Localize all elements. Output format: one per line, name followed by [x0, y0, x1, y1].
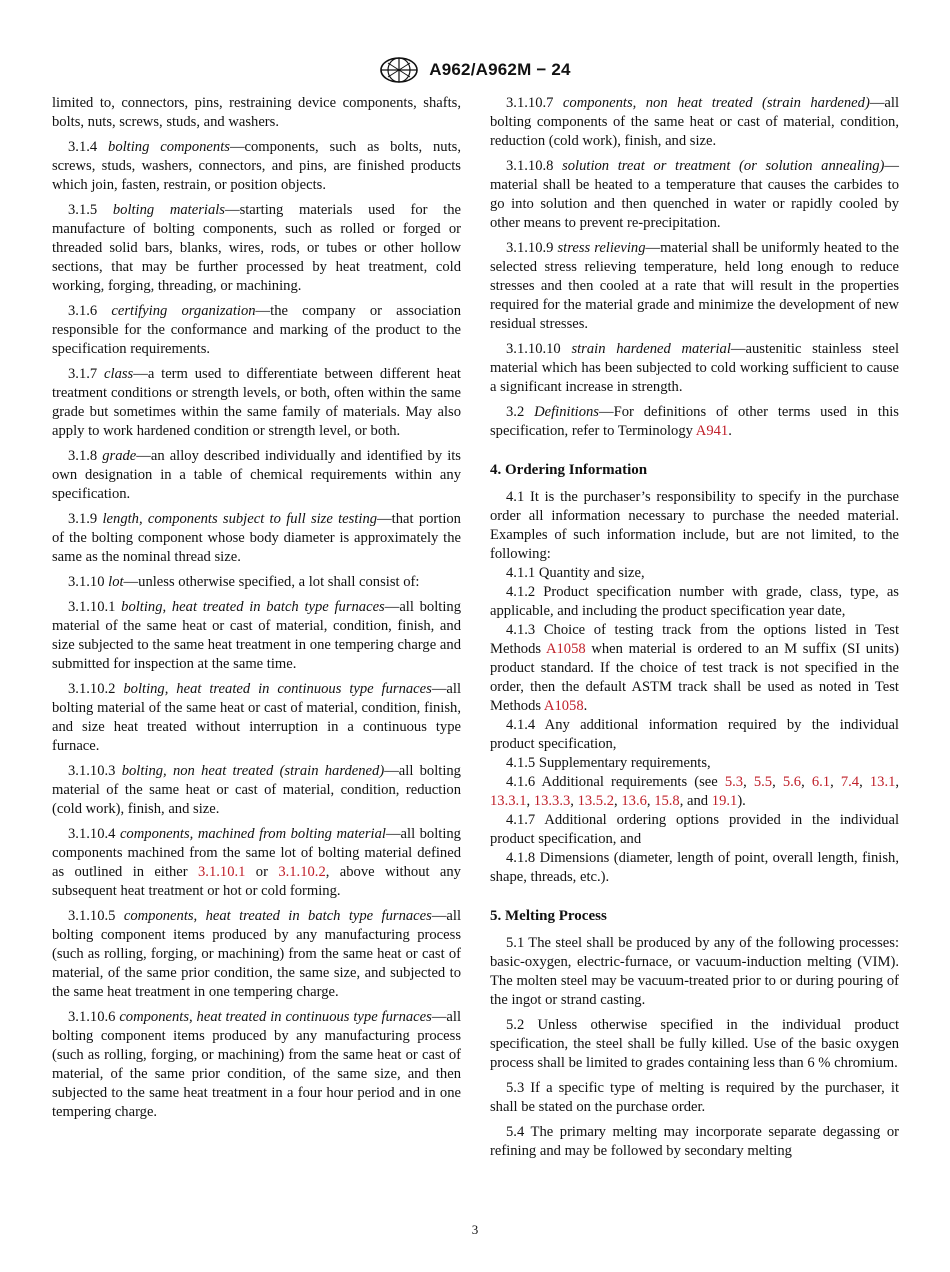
definition-text: —all bolting component items produced by any manufacturing process (such as rolling, forging, or machining) from the same heat or cast of material, of the same prior condition, the same size, and subjected to the same heat treatment in one tempering charge.: [52, 908, 462, 1000]
definition-r2: [490, 239, 899, 334]
clause-number: 3.1.10: [68, 574, 105, 590]
clause-number: 3.1.7: [68, 366, 98, 382]
definition-r4: 3.2 Definitions—For definitions of other terms used in this specification, refer to Terminology A941.: [490, 404, 899, 439]
definition-r0: [490, 94, 899, 151]
page-number: 3: [471, 1222, 479, 1237]
defined-term: components, machined from bolting material: [119, 826, 386, 842]
clause-number: 3.1.10.6: [68, 1009, 116, 1025]
definition-text: —austenitic stainless steel material which has been subjected to cold working sufficient to cause a significant increase in strength.: [490, 341, 900, 395]
item-4-1-2: 4.1.2 Product specification number with grade, class, type, as applicable, and including the product specification year date,: [490, 584, 899, 619]
ref-link[interactable]: 13.1: [869, 774, 896, 790]
clause-number: 3.1.5: [68, 202, 98, 218]
definition-text: —all bolting components of the same heat or cast of material, condition, reduction (cold work), finish, and size.: [490, 95, 899, 149]
ref-link[interactable]: 5.5: [753, 774, 773, 790]
item-4-1-4: 4.1.4 Any additional information required by the individual product specification,: [490, 717, 899, 752]
ref-link-A1058[interactable]: A1058: [545, 641, 586, 657]
ref-link[interactable]: 5.3: [724, 774, 744, 790]
defined-term: components, non heat treated (strain hardened): [562, 95, 870, 111]
defined-term: stress relieving: [557, 240, 646, 256]
defined-term: bolting, heat treated in continuous type furnaces: [123, 681, 432, 697]
standard-designation: A962/A962M − 24: [429, 60, 571, 79]
ref-link[interactable]: 13.5.2: [577, 793, 615, 809]
clause-number: 3.1.10.3: [68, 763, 116, 779]
defined-term: bolting, non heat treated (strain hardened): [121, 763, 385, 779]
clause-number: 3.1.10.7: [506, 95, 554, 111]
ref-link[interactable]: 13.3.3: [533, 793, 571, 809]
defined-term: certifying organization: [111, 303, 256, 319]
definition-text: —For definitions of other terms used in this specification, refer to Terminology: [490, 404, 899, 439]
definition-text: —all bolting components machined from the same lot of bolting material defined as outlined in either: [52, 826, 461, 880]
definition-text: —unless otherwise specified, a lot shall consist of:: [123, 574, 420, 590]
definition-2: [52, 201, 461, 296]
defined-term: bolting materials: [112, 202, 225, 218]
left-column: [52, 94, 461, 1128]
item-4-1-3: 4.1.3 Choice of testing track from the options listed in Test Methods A1058 when material is ordered to an M suffix (SI units) product standard. If the choice of test track is not specified in the order, then the default ASTM track shall be used as noted in Test Methods A1058.: [490, 622, 899, 714]
paragraph-5-4: 5.4 The primary melting may incorporate separate degassing or refining and may be followed by secondary melting: [490, 1124, 899, 1159]
ref-link[interactable]: 13.3.1: [490, 793, 527, 809]
item-4-1-6: 4.1.6 Additional requirements (see 5.3, 5.5, 5.6, 6.1, 7.4, 13.1, 13.3.1, 13.3.3, 13.5.2, 13.6, 15.8, and 19.1).: [490, 774, 900, 809]
definition-8: [52, 598, 461, 674]
paragraph-4-1: 4.1 It is the purchaser’s responsibility to specify in the purchase order all information necessary to purchase the needed material. Examples of such information include, but are not limited, to the following:: [490, 489, 899, 562]
defined-term: length, components subject to full size testing: [102, 511, 378, 527]
clause-number: 3.1.10.10: [506, 341, 561, 357]
definition-text: —starting materials used for the manufacture of bolting components, such as rolled or forged or threaded solid bars, blanks, wires, rods, or tubes or other hollow sections, that may be further processed by heat treatment, cold working, forging, threading, or machining.: [52, 202, 462, 294]
clause-number: 3.1.10.2: [68, 681, 116, 697]
definition-text: —all bolting material of the same heat or cast of material, condition, finish, and size subjected to the same heat treatment in one tempering charge and submitted for inspection at the same time.: [52, 599, 461, 672]
ref-link[interactable]: 13.6: [621, 793, 647, 809]
clause-number: 3.1.6: [68, 303, 98, 319]
right-column: [490, 94, 899, 1167]
defined-term: grade: [102, 448, 137, 464]
page-header: [0, 56, 950, 84]
section-heading-ordering: 4. Ordering Information: [490, 462, 648, 478]
defined-term: class: [104, 366, 134, 382]
item-4-1-8: 4.1.8 Dimensions (diameter, length of point, overall length, finish, shape, threads, etc.).: [490, 850, 899, 885]
definition-0: limited to, connectors, pins, restraining device components, shafts, bolts, nuts, screws, studs, and washers.: [52, 95, 461, 130]
definition-5: [52, 447, 461, 504]
clause-number: 3.1.10.8: [506, 158, 554, 174]
definitions-continued: [490, 94, 899, 441]
clause-number: 3.2: [506, 404, 525, 420]
ref-link[interactable]: 5.6: [782, 774, 802, 790]
defined-term: Definitions: [534, 404, 599, 420]
defined-term: components, heat treated in batch type furnaces: [123, 908, 432, 924]
ref-link[interactable]: 3.1.10.1: [198, 864, 246, 880]
defined-term: strain hardened material: [571, 341, 731, 357]
item-4-1-5: 4.1.5 Supplementary requirements,: [506, 755, 711, 771]
clause-number: 3.1.10.1: [68, 599, 116, 615]
ref-link-A1058[interactable]: A1058: [543, 698, 584, 714]
definition-r3: [490, 340, 899, 397]
definition-text: —an alloy described individually and identified by its own designation in a table of chemical requirements within any specification.: [52, 448, 461, 502]
definition-9: [52, 680, 461, 756]
definition-text: —components, such as bolts, nuts, screws, studs, washers, connectors, and pins, are finished products which join, fasten, restrain, or position objects.: [52, 139, 461, 193]
clause-number: 3.1.10.4: [68, 826, 116, 842]
definition-11: 3.1.10.4 components, machined from bolting material—all bolting components machined from the same lot of bolting material defined as outlined in either 3.1.10.1 or 3.1.10.2, above without any subsequent heat treatment or hot or cold forming.: [52, 826, 461, 899]
ref-link[interactable]: A941: [695, 423, 729, 439]
definition-text: —that portion of the bolting component whose body diameter is approximately the same as the nominal thread size.: [52, 511, 461, 565]
definition-1: [52, 138, 461, 195]
defined-term: bolting components: [108, 139, 230, 155]
defined-term: components, heat treated in continuous type furnaces: [119, 1009, 432, 1025]
definition-13: [52, 1008, 461, 1122]
ref-link[interactable]: 3.1.10.2: [278, 864, 326, 880]
ref-link[interactable]: 19.1: [711, 793, 738, 809]
definition-text: —all bolting material of the same heat or cast of material, condition, reduction (cold work), finish, and size.: [52, 763, 461, 817]
defined-term: bolting, heat treated in batch type furnaces: [121, 599, 385, 615]
definition-text: —the company or association responsible for the conformance and marking of the product to the specification requirements.: [52, 303, 461, 357]
definition-text: —material shall be heated to a temperature that causes the carbides to go into solution and then quenched in water or rapidly cooled by other means to prevent re-precipitation.: [490, 158, 899, 231]
defined-term: lot: [108, 574, 124, 590]
clause-number: 3.1.10.9: [506, 240, 554, 256]
paragraph-5-3: 5.3 If a specific type of melting is required by the purchaser, it shall be stated on the purchase order.: [490, 1080, 899, 1115]
definition-text: —a term used to differentiate between different heat treatment conditions or strength levels, or both, often within the same grade but sometimes within the same family of materials. May also apply to work hardened condition or strength level, or both.: [52, 366, 461, 439]
clause-number: 3.1.9: [68, 511, 98, 527]
definition-4: [52, 365, 461, 441]
definition-r1: [490, 157, 899, 233]
paragraph-5-1: 5.1 The steel shall be produced by any of the following processes: basic-oxygen, electric-furnace, or vacuum-induction melting (VIM). The molten steel may be vacuum-treated prior to or during pouring of the ingot or strand casting.: [490, 935, 899, 1008]
definition-7: [52, 573, 461, 592]
item-4-1-1: 4.1.1 Quantity and size,: [506, 565, 645, 581]
clause-number: 3.1.10.5: [68, 908, 116, 924]
definition-3: [52, 302, 461, 359]
definition-12: [52, 907, 461, 1002]
section-heading-melting: 5. Melting Process: [490, 908, 607, 924]
definition-6: [52, 510, 461, 567]
definition-text: —all bolting component items produced by any manufacturing process (such as rolling, forging, or machining) from the same heat or cast of material, of the same prior condition, of the same size, and then subjected to the same heat treatment in a four hour period and in one tempering charge.: [52, 1009, 461, 1120]
ref-link[interactable]: 6.1: [811, 774, 831, 790]
item-4-1-7: 4.1.7 Additional ordering options provided in the individual product specification, and: [490, 812, 899, 847]
definition-text: —all bolting material of the same heat or cast of material, condition, finish, and size heat treated without interruption in a continuous type furnace.: [52, 681, 461, 754]
ref-link[interactable]: 7.4: [840, 774, 860, 790]
astm-logo-icon: [379, 56, 419, 84]
definition-10: [52, 762, 461, 819]
ref-link[interactable]: 15.8: [654, 793, 680, 809]
definition-text: —material shall be uniformly heated to the selected stress relieving temperature, held long enough to reduce stresses and then cooled at a rate that will result in the properties required for the material grade and minimize the development of new residual stresses.: [490, 240, 900, 332]
clause-number: 3.1.8: [68, 448, 98, 464]
defined-term: solution treat or treatment (or solution annealing): [562, 158, 885, 174]
clause-number: 3.1.4: [68, 139, 98, 155]
paragraph-5-2: 5.2 Unless otherwise specified in the individual product specification, the steel shall be fully killed. Use of the basic oxygen process shall be limited to grades containing less than 6 % chromium.: [490, 1017, 899, 1071]
